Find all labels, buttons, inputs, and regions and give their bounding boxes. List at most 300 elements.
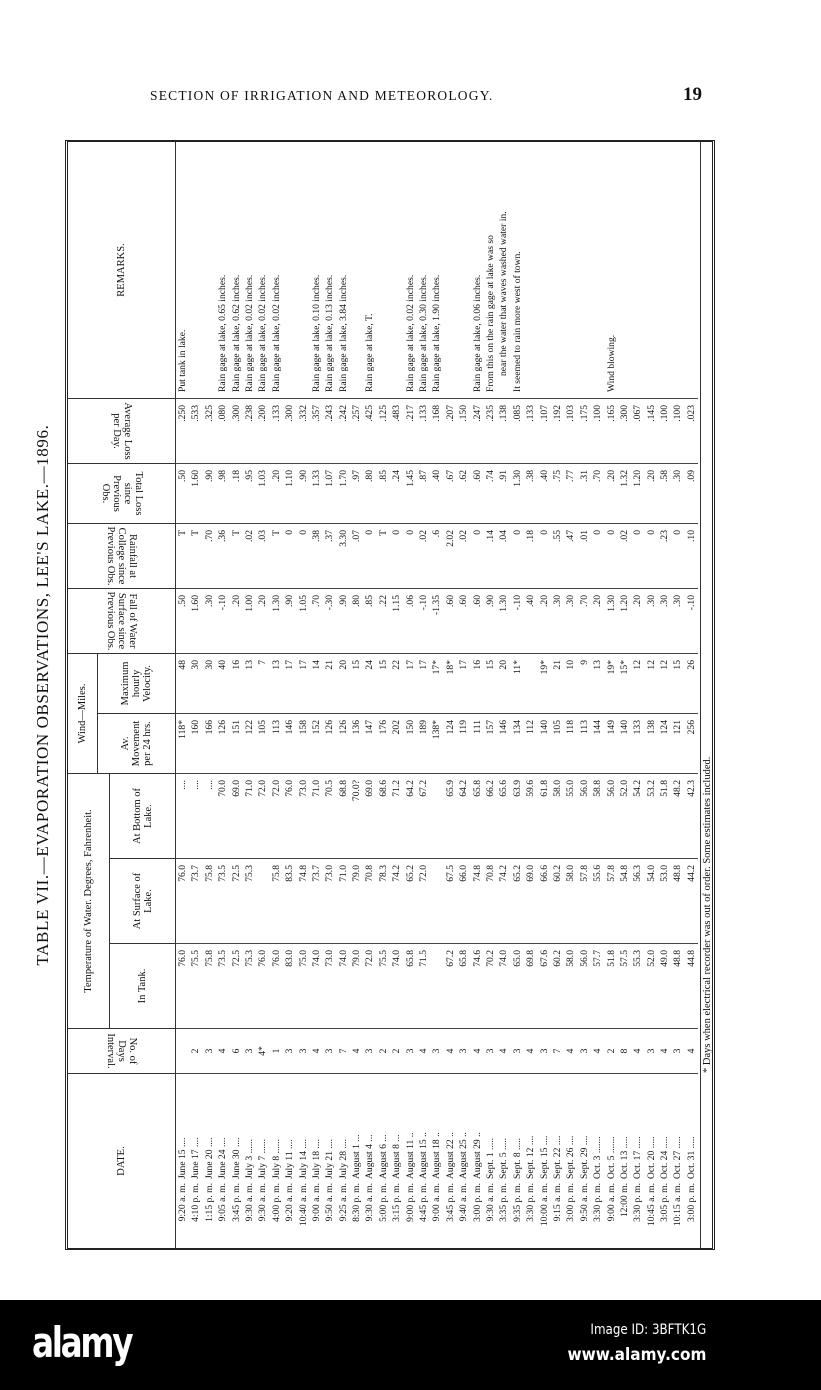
fall-cell: .20 <box>230 588 243 653</box>
tank-temp-cell: 55.3 <box>631 943 644 1028</box>
wind-av-cell: 121 <box>671 713 684 773</box>
surface-temp-cell: 83.5 <box>283 858 296 943</box>
surface-temp-cell: 65.2 <box>404 858 417 943</box>
wind-av-cell: 157 <box>484 713 497 773</box>
watermark-bar <box>0 1300 821 1390</box>
date: Sept. 22 .... <box>551 1135 563 1179</box>
avg-loss-cell: .242 <box>337 398 350 463</box>
bottom-temp-cell: 53.2 <box>645 773 658 858</box>
rainfall-cell: T <box>189 523 202 588</box>
wind-max-cell: 10 <box>564 653 577 713</box>
rainfall-cell: .38 <box>310 523 323 588</box>
date-cell <box>243 1073 256 1248</box>
date-cell <box>404 1073 417 1248</box>
bottom-temp-cell: 65.6 <box>497 773 510 858</box>
date: August 6 ... <box>377 1134 389 1179</box>
surface-temp-cell: 73.0 <box>323 858 336 943</box>
date: Sept. 29 .... <box>578 1135 590 1179</box>
date-cell <box>671 1073 684 1248</box>
time: 10:15 a. m. <box>672 1183 684 1227</box>
total-loss-cell: .67 <box>444 463 457 523</box>
remark-cell: Rain gage at lake, 0.65 inches. <box>217 274 229 392</box>
fall-cell: .22 <box>377 588 390 653</box>
days-cell: 4* <box>256 1028 269 1073</box>
date-cell <box>256 1073 269 1248</box>
days-cell: 3 <box>645 1028 658 1073</box>
date: Sept. 12 .... <box>525 1135 537 1179</box>
tank-temp-cell: 83.0 <box>283 943 296 1028</box>
tank-temp-cell: 57.7 <box>591 943 604 1028</box>
total-loss-cell: .80 <box>363 463 376 523</box>
fall-cell: .70 <box>310 588 323 653</box>
rainfall-cell: 0 <box>511 523 524 588</box>
remark-cell: near the water that waves washed water in. <box>498 211 510 376</box>
time: 4:45 p. m. <box>418 1183 430 1222</box>
wind-av-cell: 146 <box>497 713 510 773</box>
tank-temp-cell: 75.0 <box>297 943 310 1028</box>
table-row <box>605 142 618 1248</box>
table-row <box>538 142 551 1248</box>
wind-max-cell: 11* <box>511 653 524 713</box>
wind-max-cell: 12 <box>631 653 644 713</box>
fall-cell: .30 <box>658 588 671 653</box>
avg-loss-cell: .192 <box>551 398 564 463</box>
total-loss-cell: .97 <box>350 463 363 523</box>
wind-max-cell: 24 <box>363 653 376 713</box>
surface-temp-cell: 76.0 <box>176 858 189 943</box>
wind-av-cell: 150 <box>404 713 417 773</box>
rainfall-cell: 0 <box>363 523 376 588</box>
header-avg-loss-label: Average Loss per Day. <box>110 402 133 460</box>
table-row <box>350 142 363 1248</box>
rainfall-cell: 0 <box>390 523 403 588</box>
remark-cell: Rain gage at lake, 1.90 inches. <box>431 274 443 392</box>
bottom-temp-cell: 52.0 <box>618 773 631 858</box>
remark-cell: Rain gage at lake, T. <box>364 313 376 392</box>
wind-av-cell: 166 <box>203 713 216 773</box>
table-row <box>430 142 443 1248</box>
wind-av-cell: 256 <box>685 713 698 773</box>
surface-temp-cell: 71.0 <box>337 858 350 943</box>
fall-cell: -.10 <box>511 588 524 653</box>
total-loss-cell: .87 <box>417 463 430 523</box>
table-row <box>658 142 671 1248</box>
date-cell <box>297 1073 310 1248</box>
date-cell <box>363 1073 376 1248</box>
bottom-temp-cell: 55.0 <box>564 773 577 858</box>
table-row <box>297 142 310 1248</box>
date: Oct. 31 ..... <box>685 1136 697 1179</box>
surface-temp-cell: 69.0 <box>524 858 537 943</box>
tank-temp-cell <box>430 943 443 1028</box>
total-loss-cell: .40 <box>430 463 443 523</box>
remark-cell <box>283 142 296 398</box>
time: 9:20 a. m. <box>177 1183 188 1222</box>
avg-loss-cell: .133 <box>524 398 537 463</box>
avg-loss-cell: .533 <box>189 398 202 463</box>
time: 3:05 p. m. <box>659 1183 671 1222</box>
watermark-url: www.alamy.com <box>567 1345 706 1365</box>
rainfall-cell: 0 <box>671 523 684 588</box>
rainfall-cell: 0 <box>297 523 310 588</box>
total-loss-cell: .20 <box>270 463 283 523</box>
bottom-temp-cell: 66.2 <box>484 773 497 858</box>
total-loss-cell: .60 <box>471 463 484 523</box>
date: Oct. 17 ..... <box>632 1136 644 1179</box>
fall-cell: .30 <box>645 588 658 653</box>
remark-cell <box>457 142 470 398</box>
table-title: TABLE VII.—EVAPORATION OBSERVATIONS, LEE'S LAKE.—1896. <box>33 424 52 966</box>
date: July 21 .... <box>324 1139 336 1179</box>
table-row <box>457 142 470 1248</box>
surface-temp-cell: 65.2 <box>511 858 524 943</box>
tank-temp-cell: 49.0 <box>658 943 671 1028</box>
surface-temp-cell <box>430 858 443 943</box>
tank-temp-cell: 72.5 <box>230 943 243 1028</box>
fall-cell: .85 <box>363 588 376 653</box>
wind-max-cell: 22 <box>390 653 403 713</box>
days-cell: 4 <box>471 1028 484 1073</box>
days-cell: 3 <box>484 1028 497 1073</box>
wind-max-cell: 21 <box>323 653 336 713</box>
wind-max-cell: 30 <box>203 653 216 713</box>
rainfall-cell: T <box>176 523 189 588</box>
surface-temp-cell: 74.8 <box>297 858 310 943</box>
wind-max-cell: 14 <box>310 653 323 713</box>
time: 10:00 a. m. <box>538 1183 550 1227</box>
bottom-temp-cell: 72.0 <box>270 773 283 858</box>
wind-max-cell: 16 <box>471 653 484 713</box>
avg-loss-cell: .300 <box>618 398 631 463</box>
time: 8:30 p. m. <box>351 1183 363 1222</box>
bottom-temp-cell: 70.0 <box>216 773 229 858</box>
avg-loss-cell: .080 <box>216 398 229 463</box>
bottom-temp-cell: 59.6 <box>524 773 537 858</box>
alamy-logo: alamy <box>32 1318 132 1367</box>
date: August 4 ... <box>364 1134 376 1179</box>
fall-cell: -.10 <box>216 588 229 653</box>
tank-temp-cell: 71.5 <box>417 943 430 1028</box>
wind-av-cell: 126 <box>323 713 336 773</box>
time: 9:00 p. m. <box>404 1183 416 1222</box>
header-remarks-label: REMARKS. <box>116 243 127 297</box>
avg-loss-cell: .235 <box>484 398 497 463</box>
remark-cell: Rain gage at lake, 0.06 inches. <box>471 274 483 392</box>
time: 12:00 m. <box>618 1183 630 1218</box>
surface-temp-cell: 53.0 <box>658 858 671 943</box>
tank-temp-cell: 48.8 <box>671 943 684 1028</box>
total-loss-cell: .70 <box>591 463 604 523</box>
date: June 15 .... <box>177 1137 188 1179</box>
time: 3:30 p. m. <box>592 1183 604 1222</box>
avg-loss-cell: .133 <box>270 398 283 463</box>
days-cell: 2 <box>189 1028 202 1073</box>
bottom-temp-cell: .... <box>203 773 216 858</box>
wind-av-cell: 144 <box>591 713 604 773</box>
table-row <box>404 142 417 1248</box>
date: June 17 .... <box>190 1137 202 1179</box>
surface-temp-cell: 44.2 <box>685 858 698 943</box>
rainfall-cell: .70 <box>203 523 216 588</box>
surface-temp-cell: 66.6 <box>538 858 551 943</box>
rainfall-cell: 0 <box>605 523 618 588</box>
bottom-temp-cell: 67.2 <box>417 773 430 858</box>
date-cell <box>270 1073 283 1248</box>
rainfall-cell: .14 <box>484 523 497 588</box>
wind-max-cell: 48 <box>176 653 189 713</box>
date: Oct. 3 ....... <box>592 1136 604 1179</box>
remark-cell <box>538 142 551 398</box>
rainfall-cell: T <box>230 523 243 588</box>
total-loss-cell: .50 <box>176 463 189 523</box>
days-cell: 2 <box>377 1028 390 1073</box>
table-row <box>497 142 510 1248</box>
fall-cell: .30 <box>551 588 564 653</box>
wind-max-cell: 13 <box>591 653 604 713</box>
rainfall-cell: 0 <box>591 523 604 588</box>
table-row <box>618 142 631 1248</box>
surface-temp-cell: 73.7 <box>189 858 202 943</box>
bottom-temp-cell: 71.2 <box>390 773 403 858</box>
wind-av-cell: 124 <box>444 713 457 773</box>
tank-temp-cell: 65.8 <box>404 943 417 1028</box>
surface-temp-cell: 57.8 <box>578 858 591 943</box>
rainfall-cell: .03 <box>256 523 269 588</box>
date-cell <box>390 1073 403 1248</box>
avg-loss-cell: .145 <box>645 398 658 463</box>
surface-temp-cell: 75.8 <box>270 858 283 943</box>
surface-temp-cell: 54.0 <box>645 858 658 943</box>
wind-max-cell: 9 <box>578 653 591 713</box>
avg-loss-cell: .168 <box>430 398 443 463</box>
tank-temp-cell: 67.2 <box>444 943 457 1028</box>
rainfall-cell: .37 <box>323 523 336 588</box>
date-cell <box>176 1073 189 1248</box>
date-cell <box>471 1073 484 1248</box>
date-cell <box>444 1073 457 1248</box>
date-cell <box>564 1073 577 1248</box>
wind-max-cell: 12 <box>658 653 671 713</box>
rainfall-cell: .47 <box>564 523 577 588</box>
remark-cell <box>203 142 216 398</box>
time: 4:00 p. m. <box>270 1183 282 1222</box>
remark-cell <box>189 142 202 398</box>
total-loss-cell: 1.32 <box>618 463 631 523</box>
avg-loss-cell: .238 <box>243 398 256 463</box>
avg-loss-cell: .138 <box>497 398 510 463</box>
rainfall-cell: .23 <box>658 523 671 588</box>
total-loss-cell: 1.60 <box>189 463 202 523</box>
remark-cell: Rain gage at lake, 0.10 inches. <box>310 274 322 392</box>
tank-temp-cell: 65.8 <box>457 943 470 1028</box>
remark-cell <box>658 142 671 398</box>
days-cell: 7 <box>551 1028 564 1073</box>
table-row <box>685 142 698 1248</box>
wind-max-cell: 30 <box>189 653 202 713</box>
surface-temp-cell: 74.8 <box>471 858 484 943</box>
remark-cell <box>645 142 658 398</box>
wind-max-cell: 15 <box>484 653 497 713</box>
remark-cell <box>377 142 390 398</box>
table-row <box>591 142 604 1248</box>
fall-cell: .20 <box>631 588 644 653</box>
total-loss-cell: .98 <box>216 463 229 523</box>
remark-cell <box>551 142 564 398</box>
wind-max-cell: 16 <box>230 653 243 713</box>
header-date <box>68 1073 176 1248</box>
date-cell <box>511 1073 524 1248</box>
date-cell <box>323 1073 336 1248</box>
wind-max-cell: 20 <box>337 653 350 713</box>
remark-cell <box>671 142 684 398</box>
fall-cell: .20 <box>538 588 551 653</box>
wind-max-cell: 7 <box>256 653 269 713</box>
rainfall-cell: .6 <box>430 523 443 588</box>
rainfall-cell: 0 <box>538 523 551 588</box>
tank-temp-cell: 75.3 <box>243 943 256 1028</box>
fall-cell: .20 <box>256 588 269 653</box>
surface-temp-cell: 70.8 <box>484 858 497 943</box>
avg-loss-cell: .300 <box>230 398 243 463</box>
bottom-temp-cell: 63.9 <box>511 773 524 858</box>
remark-cell: Wind blowing. <box>605 334 617 392</box>
fall-cell: .90 <box>484 588 497 653</box>
avg-loss-cell: .175 <box>578 398 591 463</box>
rainfall-cell: .02 <box>417 523 430 588</box>
rainfall-cell: 0 <box>471 523 484 588</box>
tank-temp-cell: 79.0 <box>350 943 363 1028</box>
total-loss-cell: .77 <box>564 463 577 523</box>
avg-loss-cell: .257 <box>350 398 363 463</box>
table-row <box>230 142 243 1248</box>
avg-loss-cell: .100 <box>671 398 684 463</box>
total-loss-cell: .20 <box>645 463 658 523</box>
rainfall-cell: 0 <box>645 523 658 588</box>
date-cell <box>618 1073 631 1248</box>
fall-cell: .30 <box>203 588 216 653</box>
tank-temp-cell: 44.8 <box>685 943 698 1028</box>
fall-cell: .90 <box>337 588 350 653</box>
rainfall-cell: .02 <box>618 523 631 588</box>
tank-temp-cell: 74.0 <box>497 943 510 1028</box>
remark-cell <box>390 142 403 398</box>
table-row <box>524 142 537 1248</box>
surface-temp-cell: 56.3 <box>631 858 644 943</box>
tank-temp-cell: 74.0 <box>337 943 350 1028</box>
table-row <box>671 142 684 1248</box>
surface-temp-cell: 75.3 <box>243 858 256 943</box>
rainfall-cell: T <box>270 523 283 588</box>
rainfall-cell: .07 <box>350 523 363 588</box>
date-cell <box>484 1073 497 1248</box>
wind-av-cell: 189 <box>417 713 430 773</box>
total-loss-cell: 1.07 <box>323 463 336 523</box>
tank-temp-cell: 74.0 <box>310 943 323 1028</box>
total-loss-cell: 1.10 <box>283 463 296 523</box>
wind-max-cell: 40 <box>216 653 229 713</box>
avg-loss-cell: .100 <box>658 398 671 463</box>
footnote: * Days when electrical recorder was out of order. Some estimates included. <box>700 142 714 1248</box>
time: 3:30 p. m. <box>632 1183 644 1222</box>
header-rain-label: Rainfall at College since Previous Obs. <box>105 526 138 586</box>
days-cell <box>176 1028 189 1073</box>
wind-max-cell: 19* <box>538 653 551 713</box>
date-cell <box>377 1073 390 1248</box>
days-cell: 3 <box>578 1028 591 1073</box>
tank-temp-cell: 75.5 <box>377 943 390 1028</box>
table-row <box>484 142 497 1248</box>
surface-temp-cell: 74.2 <box>497 858 510 943</box>
fall-cell: .90 <box>283 588 296 653</box>
fall-cell: 1.15 <box>390 588 403 653</box>
wind-max-cell <box>524 653 537 713</box>
wind-av-cell: 118* <box>176 713 189 773</box>
header-days-label: No. of Days Interval. <box>105 1033 138 1069</box>
date: Sept. 15 .... <box>538 1135 550 1179</box>
remark-cell: Rain gage at lake, 0.30 inches. <box>418 274 430 392</box>
time: 9:50 a. m. <box>324 1183 336 1222</box>
days-cell: 3 <box>404 1028 417 1073</box>
date-cell <box>430 1073 443 1248</box>
wind-av-cell: 138* <box>430 713 443 773</box>
wind-max-cell: 15 <box>350 653 363 713</box>
total-loss-cell: .85 <box>377 463 390 523</box>
wind-av-cell: 113 <box>270 713 283 773</box>
wind-max-cell: 15* <box>618 653 631 713</box>
date-cell <box>310 1073 323 1248</box>
remark-cell: Rain gage at lake, 3.84 inches. <box>337 274 349 392</box>
days-cell: 4 <box>591 1028 604 1073</box>
bottom-temp-cell: 56.0 <box>578 773 591 858</box>
days-cell: 4 <box>631 1028 644 1073</box>
time: 3:30 p. m. <box>525 1183 537 1222</box>
table-row <box>270 142 283 1248</box>
days-cell: 2 <box>605 1028 618 1073</box>
bottom-temp-cell: 65.8 <box>471 773 484 858</box>
header-remarks <box>68 142 176 398</box>
tank-temp-cell: 69.8 <box>524 943 537 1028</box>
wind-av-cell: 146 <box>283 713 296 773</box>
time: 10:40 a. m. <box>297 1183 309 1227</box>
table-row <box>511 142 524 1248</box>
tank-temp-cell: 65.0 <box>511 943 524 1028</box>
wind-max-cell: 12 <box>645 653 658 713</box>
avg-loss-cell: .133 <box>417 398 430 463</box>
days-cell: 3 <box>363 1028 376 1073</box>
days-cell: 4 <box>658 1028 671 1073</box>
running-head: SECTION OF IRRIGATION AND METEOROLOGY. <box>150 88 494 103</box>
tank-temp-cell: 56.0 <box>578 943 591 1028</box>
table-row <box>363 142 376 1248</box>
rainfall-cell: .01 <box>578 523 591 588</box>
header-date-label: DATE. <box>116 1146 127 1176</box>
remark-cell: Rain gage at lake, 0.02 inches. <box>404 274 416 392</box>
fall-cell: .50 <box>176 588 189 653</box>
total-loss-cell: 1.33 <box>310 463 323 523</box>
time: 9:50 a. m. <box>578 1183 590 1222</box>
date: August 1 ... <box>351 1134 363 1179</box>
date: July 28 .... <box>337 1139 349 1179</box>
wind-max-cell: 17 <box>297 653 310 713</box>
rainfall-cell: .04 <box>497 523 510 588</box>
bottom-temp-cell: 72.0 <box>256 773 269 858</box>
total-loss-cell: .91 <box>497 463 510 523</box>
wind-av-cell: 122 <box>243 713 256 773</box>
header-wind-max-label: Maximum hourly Velocity. <box>120 661 153 706</box>
wind-av-cell: 126 <box>337 713 350 773</box>
avg-loss-cell: .200 <box>256 398 269 463</box>
fall-cell: .60 <box>457 588 470 653</box>
